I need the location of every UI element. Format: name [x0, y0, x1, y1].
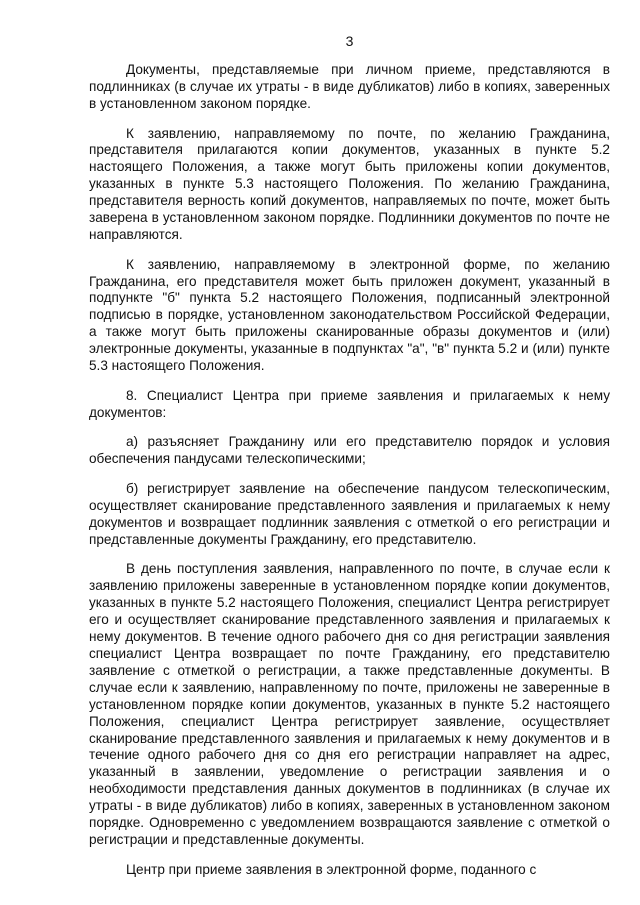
page-number: 3 [345, 33, 354, 49]
paragraph-subitem-a: а) разъясняет Гражданину или его представителю порядок и условия обеспечения пандусами телескопическими; [89, 434, 610, 467]
paragraph-documents-personal-reception: Документы, представляемые при личном приеме, представляются в подлинниках (в случае их утраты - в виде дубликатов) либо в копиях, заверенных в установленном законом порядке. [89, 62, 610, 111]
paragraph-electronic-application: К заявлению, направляемому в электронной форме, по желанию Гражданина, его представителя может быть приложен документ, указанный в подпункте "б" пункта 5.2 настоящего Положения, подписанный электронной подписью в порядке, установленном законодательством Российской Федерации, а также могут быть приложены сканированные образы документов и (или) электронные документы, указанные в подпунктах "а", "в" пункта 5.2 и (или) пункте 5.3 настоящего Положения. [89, 256, 610, 374]
paragraph-postal-application: К заявлению, направляемому по почте, по желанию Гражданина, представителя прилагаются копии документов, указанных в пункте 5.2 настоящего Положения, а также могут быть приложены копии документов, указанных в пункте 5.3 настоящего Положения. По желанию Гражданина, представителя верность копий документов, направляемых по почте, может быть заверена в установленном законом порядке. Подлинники документов по почте не направляются. [89, 125, 610, 242]
paragraph-subitem-b: б) регистрирует заявление на обеспечение пандусом телескопическим, осуществляет сканирование представленного заявления и прилагаемых к нему документов и возвращает подлинник заявления с отметкой о его регистрации и представленные документы Гражданину, его представителю. [89, 481, 610, 547]
paragraph-postal-registration-day: В день поступления заявления, направленного по почте, в случае если к заявлению приложены заверенные в установленном порядке копии документов, указанных в пункте 5.2 настоящего Положения, специалист Центра регистрирует его и осуществляет сканирование представленного заявления и прилагаемых к нему документов. В течение одного рабочего дня со дня регистрации заявления специалист Центра возвращает по почте Гражданину, его представителю заявление с отметкой о регистрации, а также представленные документы. В случае если к заявлению, направленному по почте, приложены не заверенные в установленном порядке копии документов, указанных в пункте 5.2 настоящего Положения, специалист Центра регистрирует заявление, осуществляет сканирование представленного заявления и прилагаемых к нему документов и в течение одного рабочего дня со дня его регистрации направляет на адрес, указанный в заявлении, уведомление о регистрации заявления и о необходимости представления данных документов в подлинниках (в случае их утраты - в виде дубликатов) либо в копиях, заверенных в установленном законом порядке. Одновременно с уведомлением возвращаются заявление с отметкой о регистрации и представленные документы. [89, 561, 610, 847]
paragraph-item-8: 8. Специалист Центра при приеме заявления и прилагаемых к нему документов: [89, 387, 610, 420]
paragraph-electronic-reception: Центр при приеме заявления в электронной форме, поданного с [126, 861, 537, 877]
